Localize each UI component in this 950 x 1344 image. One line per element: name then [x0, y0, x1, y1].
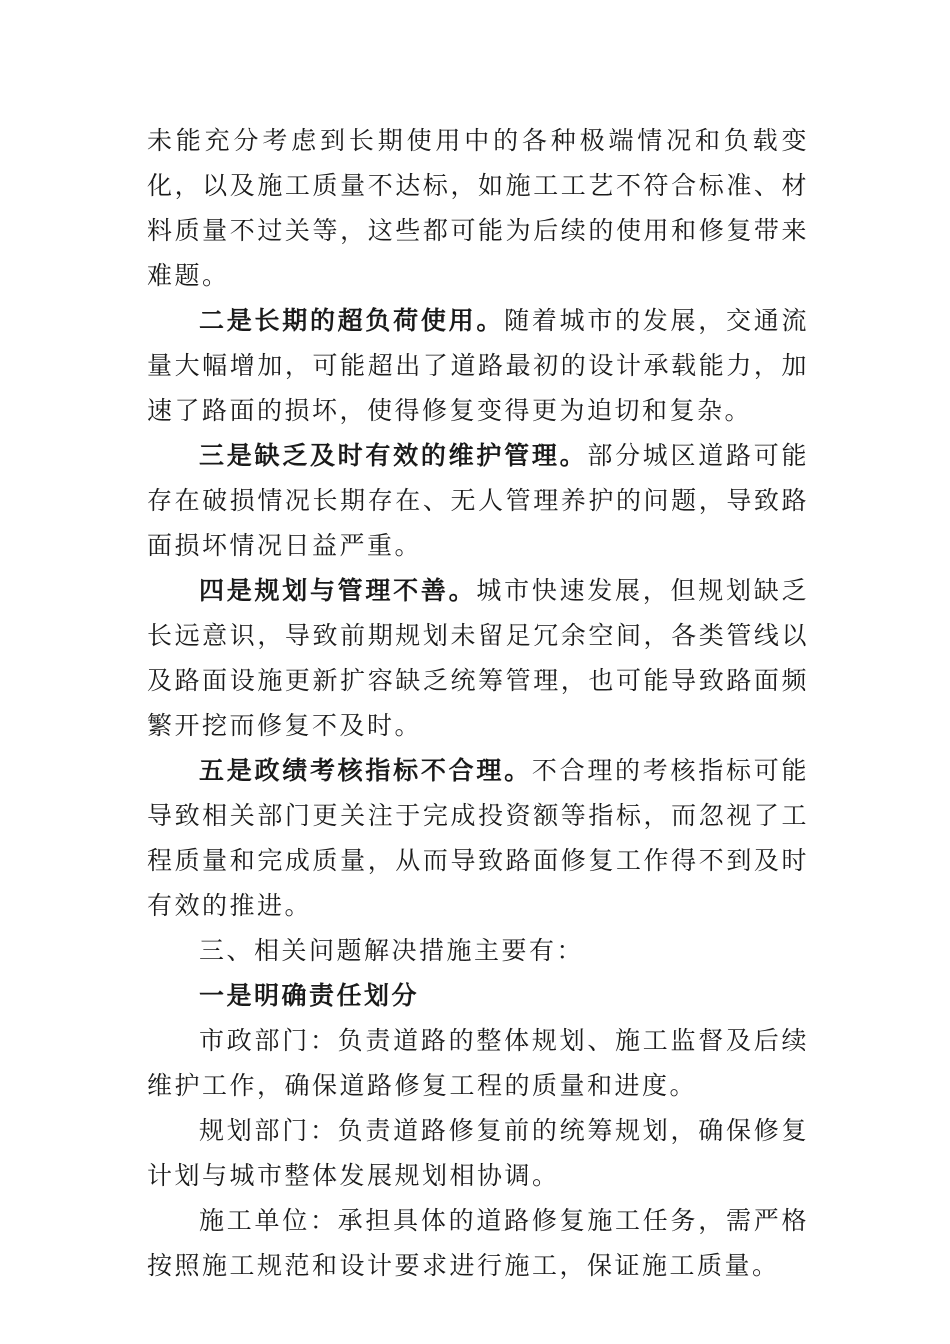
paragraph-text: 不合理的考核指标可能导致相关部门更关注于完成投资额等指标，而忽视了工程质量和完成质量，从而导致路面修复工作得不到及时有效的推进。	[147, 756, 809, 920]
responsibility-planning: 规划部门：负责道路修复前的统筹规划，确保修复计划与城市整体发展规划相协调。	[147, 1116, 809, 1190]
document-body	[147, 118, 809, 1288]
section-heading: 三、相关问题解决措施主要有：	[199, 936, 585, 965]
paragraph-lead: 二是长期的超负荷使用。	[199, 306, 505, 335]
paragraph-text: 未能充分考虑到长期使用中的各种极端情况和负载变化，以及施工质量不达标，如施工工艺不符合标准、材料质量不过关等，这些都可能为后续的使用和修复带来难题。	[147, 126, 809, 290]
paragraph-overload	[147, 298, 809, 433]
subheading: 一是明确责任划分	[199, 981, 420, 1010]
paragraph-lead: 五是政绩考核指标不合理。	[199, 756, 532, 785]
paragraph-lead: 四是规划与管理不善。	[199, 576, 477, 605]
paragraph-text: 部分城区道路可能存在破损情况长期存在、无人管理养护的问题，导致路面损坏情况日益严重。	[147, 441, 809, 560]
paragraph-continuation	[147, 118, 809, 298]
responsibility-construction: 施工单位：承担具体的道路修复施工任务，需严格按照施工规范和设计要求进行施工，保证施工质量。	[147, 1206, 809, 1280]
responsibility-municipal: 市政部门：负责道路的整体规划、施工监督及后续维护工作，确保道路修复工程的质量和进度。	[147, 1026, 809, 1100]
paragraph-planning	[147, 568, 809, 748]
paragraph-text: 城市快速发展，但规划缺乏长远意识，导致前期规划未留足冗余空间，各类管线以及路面设施更新扩容缺乏统筹管理，也可能导致路面频繁开挖而修复不及时。	[147, 576, 809, 740]
paragraph-text: 随着城市的发展，交通流量大幅增加，可能超出了道路最初的设计承载能力，加速了路面的损坏，使得修复变得更为迫切和复杂。	[147, 306, 809, 425]
paragraph-lead: 三是缺乏及时有效的维护管理。	[199, 441, 588, 470]
paragraph-assessment	[147, 748, 809, 928]
paragraph-maintenance	[147, 433, 809, 568]
